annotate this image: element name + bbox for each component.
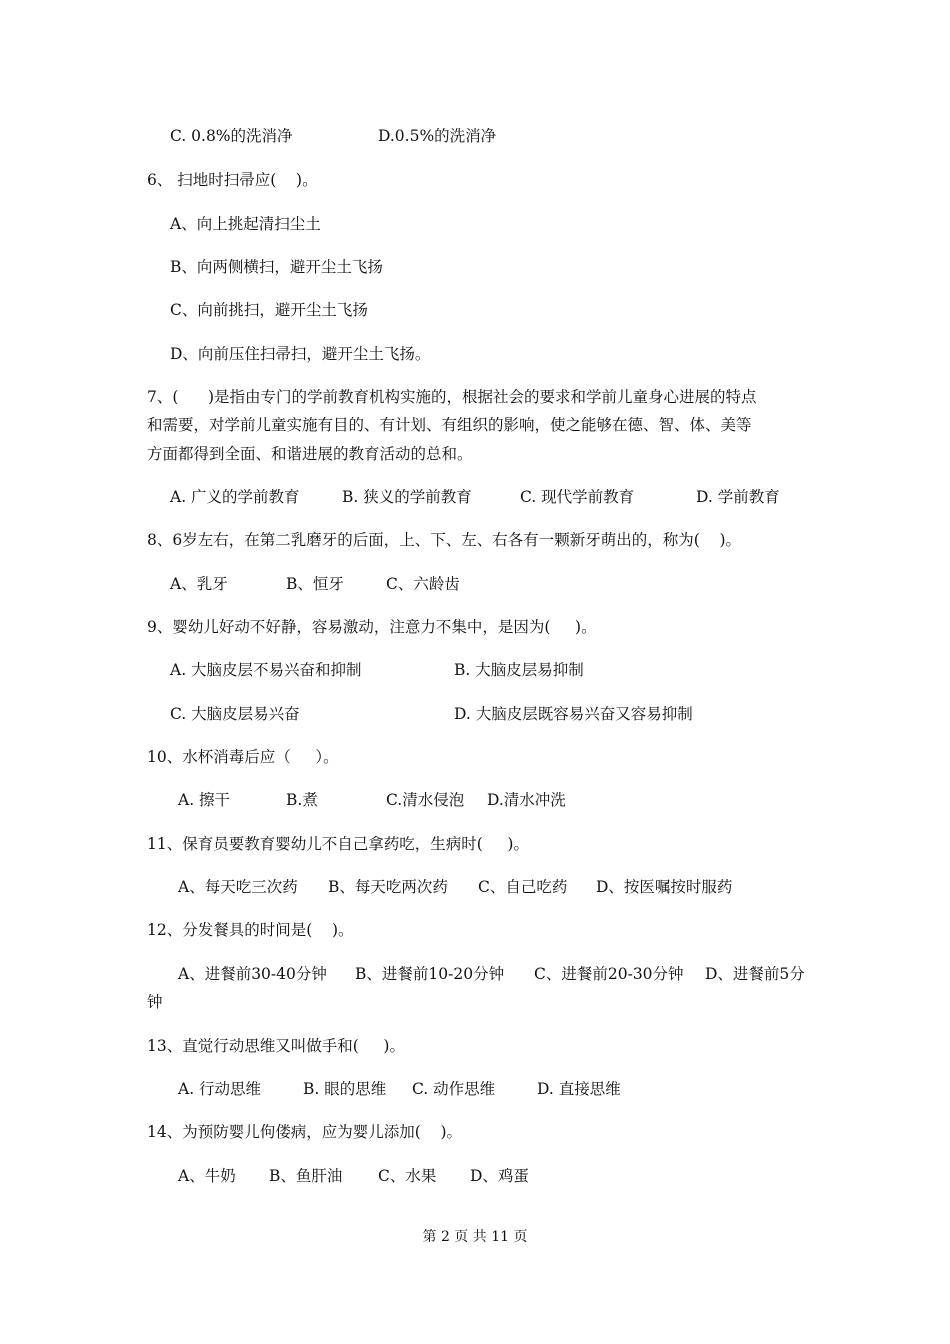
q12-option-c: C、进餐前20-30分钟 xyxy=(534,965,684,983)
q10-option-d: D.清水冲洗 xyxy=(487,791,566,809)
q11-stem: 11、保育员要教育婴幼儿不自己拿药吃，生病时( )。 xyxy=(147,835,529,853)
q7-stem-line-1: 7、( )是指由专门的学前教育机构实施的，根据社会的要求和学前儿童身心进展的特点 xyxy=(147,388,757,406)
q8-option-a: A、乳牙 xyxy=(170,575,228,593)
q9-option-b: B. 大脑皮层易抑制 xyxy=(454,661,584,679)
q10-stem: 10、水杯消毒后应（ ）。 xyxy=(147,748,339,766)
q9-option-c: C. 大脑皮层易兴奋 xyxy=(170,705,300,723)
q7-option-c: C. 现代学前教育 xyxy=(520,488,635,506)
q5-option-d: D.0.5%的洗消净 xyxy=(378,127,497,145)
q13-option-a: A. 行动思维 xyxy=(178,1080,262,1098)
q10-option-c: C.清水侵泡 xyxy=(386,791,465,809)
q11-option-d: D、按医嘱按时服药 xyxy=(596,878,733,896)
q6-option-c: C、向前挑扫，避开尘土飞扬 xyxy=(170,301,368,319)
q14-option-d: D、鸡蛋 xyxy=(470,1167,529,1185)
q13-option-d: D. 直接思维 xyxy=(537,1080,621,1098)
q9-option-a: A. 大脑皮层不易兴奋和抑制 xyxy=(170,661,362,679)
q7-option-d: D. 学前教育 xyxy=(696,488,780,506)
q12-option-b: B、进餐前10-20分钟 xyxy=(355,965,505,983)
q12-stem: 12、分发餐具的时间是( )。 xyxy=(147,921,354,939)
q6-stem: 6、 扫地时扫帚应( )。 xyxy=(147,171,318,189)
q5-option-c: C. 0.8%的洗消净 xyxy=(170,127,293,145)
q7-stem-line-3: 方面都得到全面、和谐进展的教育活动的总和。 xyxy=(147,445,473,463)
q14-option-b: B、鱼肝油 xyxy=(269,1167,343,1185)
q9-stem: 9、婴幼儿好动不好静，容易激动，注意力不集中，是因为( )。 xyxy=(147,618,597,636)
q11-option-b: B、每天吃两次药 xyxy=(328,878,448,896)
q6-option-a: A、向上挑起清扫尘土 xyxy=(170,215,321,233)
q7-option-b: B. 狭义的学前教育 xyxy=(342,488,472,506)
q12-option-d: D、进餐前5分 xyxy=(705,965,805,983)
q8-option-b: B、恒牙 xyxy=(286,575,344,593)
q8-option-c: C、六龄齿 xyxy=(386,575,460,593)
q14-option-c: C、水果 xyxy=(378,1167,437,1185)
q13-stem: 13、直觉行动思维又叫做手和( )。 xyxy=(147,1037,405,1055)
q11-option-a: A、每天吃三次药 xyxy=(178,878,298,896)
q12-option-d-wrap: 钟 xyxy=(147,993,163,1011)
q7-option-a: A. 广义的学前教育 xyxy=(170,488,300,506)
page-number-footer: 第 2 页 共 11 页 xyxy=(422,1229,528,1245)
q13-option-b: B. 眼的思维 xyxy=(303,1080,387,1098)
q6-option-b: B、向两侧横扫，避开尘土飞扬 xyxy=(170,258,383,276)
q10-option-a: A. 擦干 xyxy=(178,791,231,809)
q6-option-d: D、向前压住扫帚扫，避开尘土飞扬。 xyxy=(170,345,431,363)
q13-option-c: C. 动作思维 xyxy=(412,1080,496,1098)
q7-stem-line-2: 和需要，对学前儿童实施有目的、有计划、有组织的影响，使之能够在德、智、体、美等 xyxy=(147,416,752,434)
q8-stem: 8、6岁左右，在第二乳磨牙的后面，上、下、左、右各有一颗新牙萌出的，称为( )。 xyxy=(147,531,742,549)
q12-option-a: A、进餐前30-40分钟 xyxy=(178,965,327,983)
q14-stem: 14、为预防婴儿佝偻病，应为婴儿添加( )。 xyxy=(147,1123,463,1141)
q9-option-d: D. 大脑皮层既容易兴奋又容易抑制 xyxy=(454,705,693,723)
q10-option-b: B.煮 xyxy=(286,791,318,809)
q11-option-c: C、自己吃药 xyxy=(478,878,568,896)
q14-option-a: A、牛奶 xyxy=(178,1167,236,1185)
